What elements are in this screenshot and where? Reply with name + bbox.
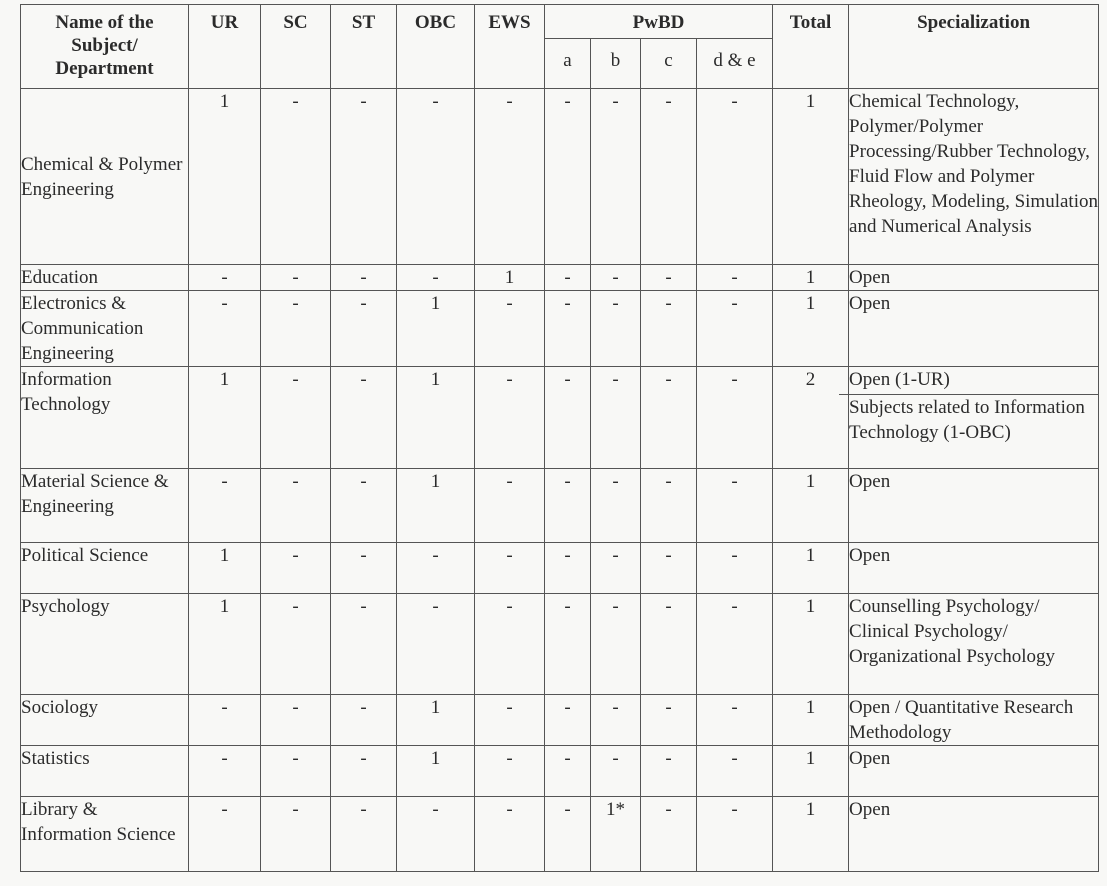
cell-specialization [849, 265, 1099, 291]
header-pwbd-b: b [591, 39, 641, 89]
cell-ur: - [189, 265, 261, 291]
cell-total: 1 [773, 469, 849, 543]
header-st: ST [331, 5, 397, 89]
cell-obc: 1 [397, 367, 475, 469]
cell-a: - [545, 89, 591, 265]
cell-department-name: Sociology [21, 695, 189, 746]
cell-de: - [697, 695, 773, 746]
cell-b: - [591, 746, 641, 797]
cell-sc: - [261, 89, 331, 265]
cell-st: - [331, 543, 397, 594]
header-total: Total [773, 5, 849, 89]
cell-de: - [697, 469, 773, 543]
cell-ews: - [475, 89, 545, 265]
cell-specialization [849, 746, 1099, 797]
cell-b: 1* [591, 797, 641, 872]
header-pwbd-de: d & e [697, 39, 773, 89]
specialization-text: Open [849, 799, 891, 820]
cell-total: 2 [773, 367, 849, 469]
cell-department-name: Information Technology [21, 367, 189, 469]
cell-a: - [545, 543, 591, 594]
cell-c: - [641, 89, 697, 265]
specialization-text: Open [849, 545, 891, 566]
specialization-text: Counselling Psychology/ Clinical Psychology/ Organizational Psychology [849, 596, 1056, 667]
cell-sc: - [261, 367, 331, 469]
cell-a: - [545, 797, 591, 872]
cell-a: - [545, 695, 591, 746]
cell-specialization [849, 469, 1099, 543]
cell-st: - [331, 89, 397, 265]
table-row [21, 291, 1099, 367]
cell-c: - [641, 291, 697, 367]
cell-sc: - [261, 594, 331, 695]
cell-ews: - [475, 367, 545, 469]
cell-a: - [545, 291, 591, 367]
cell-ews: - [475, 469, 545, 543]
cell-st: - [331, 265, 397, 291]
cell-de: - [697, 291, 773, 367]
table-row [21, 543, 1099, 594]
cell-a: - [545, 265, 591, 291]
cell-st: - [331, 695, 397, 746]
cell-c: - [641, 594, 697, 695]
cell-ur: 1 [189, 89, 261, 265]
cell-specialization [849, 594, 1099, 695]
cell-ews: - [475, 594, 545, 695]
header-pwbd-a: a [545, 39, 591, 89]
cell-department-name: Electronics & Communication Engineering [21, 291, 189, 367]
cell-st: - [331, 291, 397, 367]
header-specialization: Specialization [849, 5, 1099, 89]
specialization-text: Open [849, 267, 891, 288]
cell-st: - [331, 746, 397, 797]
cell-ews: 1 [475, 265, 545, 291]
header-pwbd-c: c [641, 39, 697, 89]
cell-department-name: Chemical & Polymer Engineering [21, 89, 189, 265]
table-row [21, 594, 1099, 695]
cell-st: - [331, 594, 397, 695]
cell-total: 1 [773, 89, 849, 265]
cell-a: - [545, 594, 591, 695]
table-body [21, 89, 1099, 872]
cell-total: 1 [773, 746, 849, 797]
cell-ur: - [189, 469, 261, 543]
cell-de: - [697, 543, 773, 594]
cell-ur: 1 [189, 367, 261, 469]
cell-obc: 1 [397, 695, 475, 746]
cell-department-name: Education [21, 265, 189, 291]
cell-specialization [849, 543, 1099, 594]
cell-a: - [545, 469, 591, 543]
cell-sc: - [261, 543, 331, 594]
cell-de: - [697, 265, 773, 291]
cell-ews: - [475, 543, 545, 594]
cell-specialization [849, 695, 1099, 746]
cell-de: - [697, 746, 773, 797]
cell-total: 1 [773, 265, 849, 291]
header-name: Name of the Subject/ Department [21, 5, 189, 89]
cell-specialization [849, 367, 1099, 469]
cell-department-name: Political Science [21, 543, 189, 594]
cell-b: - [591, 291, 641, 367]
cell-b: - [591, 543, 641, 594]
cell-obc: - [397, 543, 475, 594]
cell-department-name: Statistics [21, 746, 189, 797]
cell-de: - [697, 89, 773, 265]
header-ews: EWS [475, 5, 545, 89]
cell-ews: - [475, 695, 545, 746]
cell-total: 1 [773, 594, 849, 695]
cell-specialization [849, 89, 1099, 265]
cell-obc: 1 [397, 291, 475, 367]
cell-total: 1 [773, 695, 849, 746]
cell-obc: 1 [397, 746, 475, 797]
cell-specialization [849, 291, 1099, 367]
cell-obc: - [397, 797, 475, 872]
specialization-text: Open [849, 471, 891, 492]
specialization-text: Open [849, 293, 891, 314]
cell-ews: - [475, 291, 545, 367]
cell-sc: - [261, 265, 331, 291]
cell-obc: - [397, 265, 475, 291]
cell-specialization [849, 797, 1099, 872]
cell-de: - [697, 367, 773, 469]
cell-sc: - [261, 797, 331, 872]
cell-sc: - [261, 469, 331, 543]
table-row [21, 367, 1099, 469]
cell-ews: - [475, 746, 545, 797]
specialization-text: Subjects related to Information Technology (1-OBC) [839, 394, 1098, 445]
table-row [21, 695, 1099, 746]
cell-c: - [641, 543, 697, 594]
cell-ur: - [189, 291, 261, 367]
cell-b: - [591, 594, 641, 695]
header-ur: UR [189, 5, 261, 89]
header-pwbd: PwBD [545, 5, 773, 39]
cell-c: - [641, 695, 697, 746]
table-row [21, 746, 1099, 797]
cell-department-name: Psychology [21, 594, 189, 695]
cell-ur: - [189, 746, 261, 797]
table-row [21, 469, 1099, 543]
table-row [21, 89, 1099, 265]
cell-st: - [331, 469, 397, 543]
cell-c: - [641, 797, 697, 872]
table-row [21, 797, 1099, 872]
cell-c: - [641, 265, 697, 291]
specialization-text: Open / Quantitative Research Methodology [849, 697, 1074, 743]
cell-c: - [641, 746, 697, 797]
cell-c: - [641, 469, 697, 543]
cell-c: - [641, 367, 697, 469]
cell-de: - [697, 594, 773, 695]
cell-b: - [591, 469, 641, 543]
cell-sc: - [261, 291, 331, 367]
cell-obc: - [397, 594, 475, 695]
cell-b: - [591, 265, 641, 291]
cell-sc: - [261, 695, 331, 746]
cell-obc: 1 [397, 469, 475, 543]
cell-department-name: Library & Information Science [21, 797, 189, 872]
cell-b: - [591, 367, 641, 469]
table-row [21, 265, 1099, 291]
header-obc: OBC [397, 5, 475, 89]
cell-ur: - [189, 695, 261, 746]
cell-department-name: Material Science & Engineering [21, 469, 189, 543]
cell-ur: 1 [189, 594, 261, 695]
specialization-text: Open (1-UR) [849, 369, 950, 390]
cell-st: - [331, 367, 397, 469]
cell-b: - [591, 695, 641, 746]
table-header [21, 5, 1099, 89]
cell-st: - [331, 797, 397, 872]
specialization-text: Chemical Technology, Polymer/Polymer Processing/Rubber Technology, Fluid Flow and Polymer Rheology, Modeling, Simulation and Numerical Analysis [849, 91, 1098, 237]
cell-a: - [545, 367, 591, 469]
cell-obc: - [397, 89, 475, 265]
posts-table [20, 4, 1099, 872]
specialization-text: Open [849, 748, 891, 769]
cell-a: - [545, 746, 591, 797]
cell-sc: - [261, 746, 331, 797]
cell-total: 1 [773, 291, 849, 367]
cell-ews: - [475, 797, 545, 872]
cell-total: 1 [773, 797, 849, 872]
cell-ur: - [189, 797, 261, 872]
header-sc: SC [261, 5, 331, 89]
cell-total: 1 [773, 543, 849, 594]
cell-de: - [697, 797, 773, 872]
cell-ur: 1 [189, 543, 261, 594]
cell-b: - [591, 89, 641, 265]
